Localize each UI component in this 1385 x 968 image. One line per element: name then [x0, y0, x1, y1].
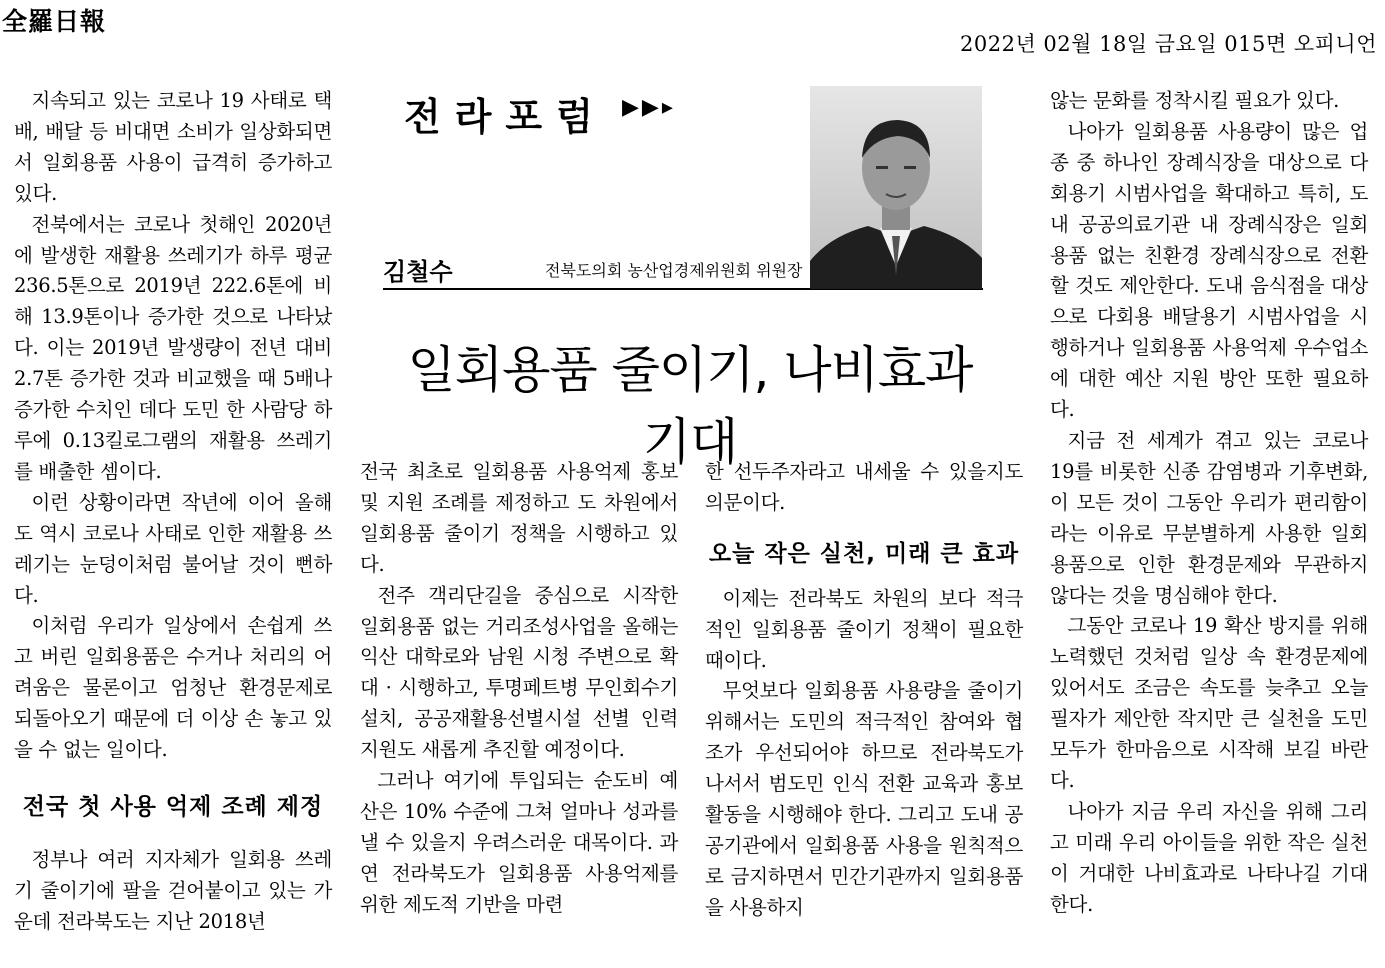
article-column-3: [705, 457, 1023, 924]
paragraph: 지속되고 있는 코로나 19 사태로 택배, 배달 등 비대면 소비가 일상화되면서 일회용품 사용이 급격히 증가하고 있다.: [14, 89, 332, 205]
paragraph: 전북에서는 코로나 첫해인 2020년에 발생한 재활용 쓰레기가 하루 평균 236.5톤으로 2019년 222.6톤에 비해 13.9톤이나 증가한 것으로 나타났다. 이는 2019년 발생량이 전년 대비 2.7톤 증가한 것과 비교했을 때 5배나 증가한 수치인 데다 도민 한 사람당 하루에 0.13킬로그램의 재활용 쓰레기를 배출한 셈이다.: [14, 212, 332, 483]
paragraph: 그동안 코로나 19 확산 방지를 위해 노력했던 것처럼 일상 속 환경문제에 있어서도 조금은 속도를 늦추고 오늘 필자가 제안한 작지만 큰 실천을 도민 모두가 한마음으로 시작해 보길 바란다.: [1050, 614, 1368, 792]
paragraph: 정부나 여러 지자체가 일회용 쓰레기 줄이기에 팔을 걷어붙이고 있는 가운데 전라북도는 지난 2018년: [14, 847, 332, 933]
paragraph: 이런 상황이라면 작년에 이어 올해도 역시 코로나 사태로 인한 재활용 쓰레기는 눈덩이처럼 불어날 것이 뻔하다.: [14, 490, 332, 607]
article-column-1: [14, 86, 332, 938]
paragraph: 나아가 일회용품 사용량이 많은 업종 중 하나인 장례식장을 대상으로 다회용기 시범사업을 확대하고 특히, 도내 공공의료기관 내 장례식장은 일회용품 없는 친환경 장례식장으로 전환할 것도 제안한다. 도내 음식점을 대상으로 다회용 배달용기 시범사업을 시행하거나 일회용품 사용억제 우수업소에 대한 예산 지원 방안 또한 필요하다.: [1050, 119, 1368, 422]
paragraph: 않는 문화를 정착시킬 필요가 있다.: [1050, 89, 1340, 112]
section-title: 전라포럼: [404, 95, 607, 139]
newspaper-masthead: 全羅日報: [2, 7, 107, 36]
article-headline: 일회용품 줄이기, 나비효과 기대: [407, 341, 973, 471]
paragraph: 무엇보다 일회용품 사용량을 줄이기 위해서는 도민의 적극적인 참여와 협조가 우선되어야 하므로 전라북도가 나서서 범도민 인식 전환 교육과 홍보활동을 시행해야 한다. 그리고 도내 공공기관에서 일회용품 사용을 원칙적으로 금지하면서 민간기관까지 일회용품을 사용하지: [705, 679, 1023, 919]
subheading: 오늘 작은 실천, 미래 큰 효과: [708, 540, 1020, 567]
paragraph: 한 선두주자라고 내세울 수 있을지도 의문이다.: [705, 460, 1023, 514]
article-column-2: [360, 457, 678, 921]
dateline: 2022년 02월 18일 금요일 015면 오피니언: [960, 32, 1377, 56]
paragraph: 나아가 지금 우리 자신을 위해 그리고 미래 우리 아이들을 위한 작은 실천이 거대한 나비효과로 나타나길 기대한다.: [1050, 799, 1368, 916]
arrow-decoration-icon: ▶▶▸: [622, 95, 676, 120]
paragraph: 이제는 전라북도 차원의 보다 적극적인 일회용품 줄이기 정책이 필요한 때이다.: [705, 586, 1023, 672]
paragraph: 전국 최초로 일회용품 사용억제 홍보 및 지원 조례를 제정하고 도 차원에서 일회용품 줄이기 정책을 시행하고 있다.: [360, 460, 678, 576]
author-photo: [810, 86, 982, 289]
article-column-4: [1050, 86, 1368, 920]
paragraph: 이처럼 우리가 일상에서 손쉽게 쓰고 버린 일회용품은 수거나 처리의 어려움은 물론이고 엄청난 환경문제로 되돌아오기 때문에 더 이상 손 놓고 있을 수 없는 일이다.: [14, 614, 332, 762]
paragraph: 전주 객리단길을 중심으로 시작한 일회용품 없는 거리조성사업을 올해는 익산 대학로와 남원 시청 주변으로 확대 · 시행하고, 투명페트병 무인회수기 설치, 공공재활용선별시설 선별 인력 지원도 새롭게 추진할 예정이다.: [360, 583, 678, 762]
subheading: 전국 첫 사용 억제 조례 제정: [22, 793, 324, 820]
author-title: 전북도의회 농산업경제위원회 위원장: [545, 261, 803, 280]
portrait-image: [810, 86, 982, 289]
paragraph: 지금 전 세계가 겪고 있는 코로나 19를 비롯한 신종 감염병과 기후변화, 이 모든 것이 그동안 우리가 편리함이라는 이유로 무분별하게 사용한 일회용품으로 인한 환경문제와 무관하지 않다는 것을 명심해야 한다.: [1050, 428, 1368, 607]
author-name: 김철수: [383, 258, 453, 286]
paragraph: 그러나 여기에 투입되는 순도비 예산은 10% 수준에 그쳐 얼마나 성과를 낼 수 있을지 우려스러운 대목이다. 과연 전라북도가 일회용품 사용억제를 위한 제도적 기반을 마련: [360, 769, 678, 916]
